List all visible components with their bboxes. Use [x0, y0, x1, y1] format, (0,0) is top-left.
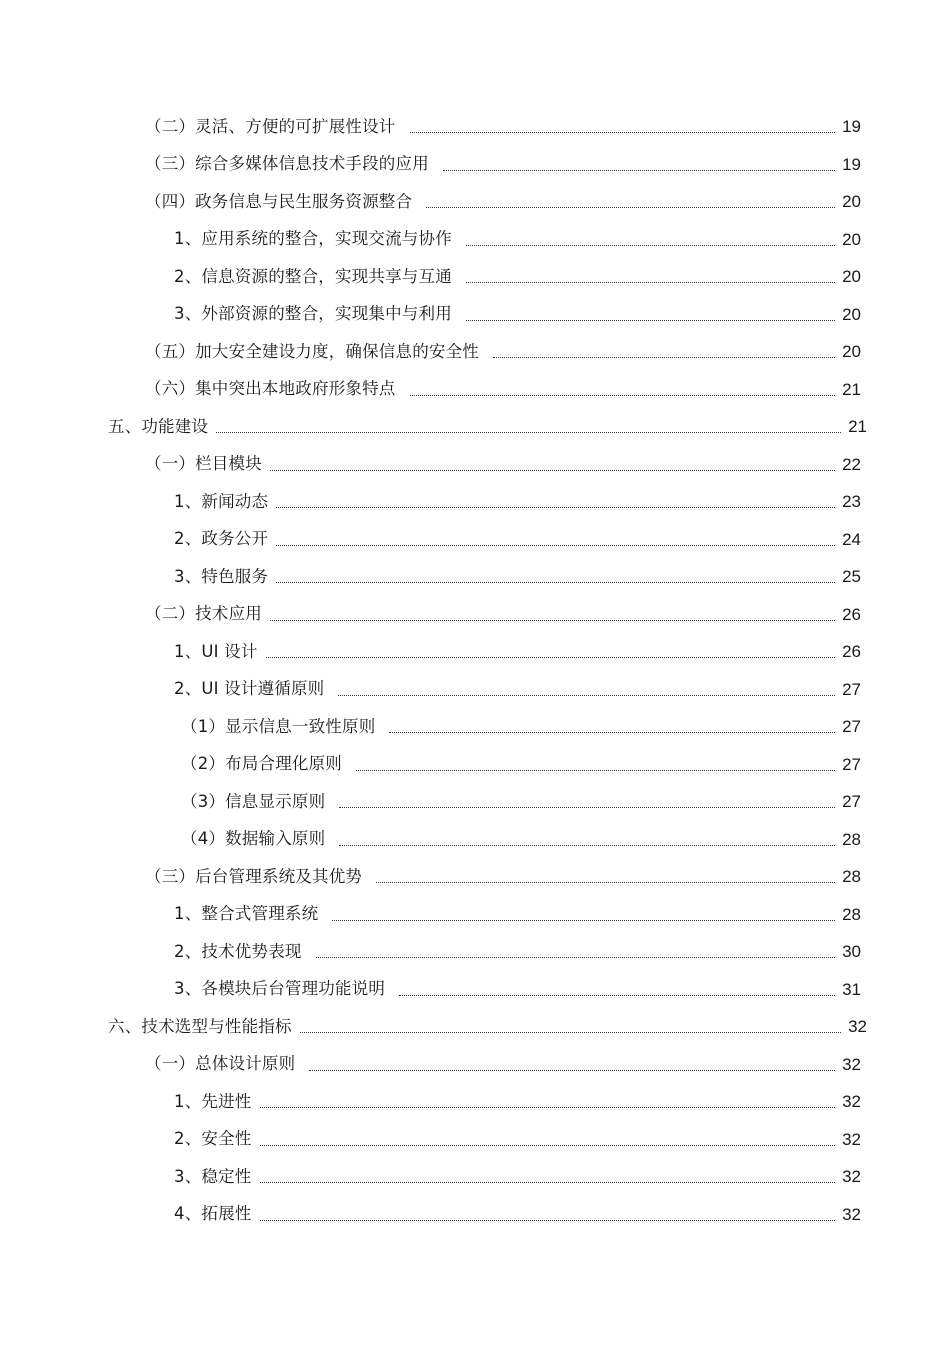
dot-leader	[332, 920, 835, 921]
toc-entry-page: 21	[848, 417, 867, 437]
dot-leader	[410, 395, 836, 396]
toc-entry-title: （2）布局合理化原则	[181, 754, 342, 773]
toc-entry-page: 20	[842, 192, 861, 212]
dot-leader	[443, 170, 835, 171]
toc-entry-title: （二）技术应用	[145, 604, 262, 623]
toc-entry-title: 3、特色服务	[174, 566, 269, 586]
toc-entry[interactable]	[0, 371, 950, 409]
dot-leader	[466, 282, 835, 283]
toc-entry[interactable]	[0, 558, 950, 596]
toc-entry-title: 1、新闻动态	[174, 491, 269, 511]
dot-leader	[260, 1220, 836, 1221]
dot-leader	[339, 845, 835, 846]
toc-entry[interactable]	[0, 858, 950, 896]
toc-entry-title: 4、拓展性	[174, 1204, 252, 1223]
dot-leader	[339, 807, 835, 808]
toc-entry[interactable]	[0, 1008, 950, 1046]
toc-entry-title: （3）信息显示原则	[181, 791, 326, 811]
toc-entry-page: 32	[842, 1092, 861, 1112]
toc-entry[interactable]	[0, 708, 950, 746]
toc-entry-page: 19	[842, 117, 861, 137]
toc-entry-title: 1、应用系统的整合，实现交流与协作	[174, 229, 452, 248]
toc-entry[interactable]	[0, 521, 950, 559]
toc-entry-title: （二）灵活、方便的可扩展性设计	[145, 116, 396, 136]
toc-entry[interactable]	[0, 408, 950, 446]
toc-entry-title: 2、政务公开	[174, 529, 269, 548]
toc-entry-page: 24	[842, 529, 861, 549]
toc-entry[interactable]	[0, 258, 950, 296]
toc-entry-title: （五）加大安全建设力度，确保信息的安全性	[145, 341, 479, 361]
dot-leader	[338, 695, 835, 696]
toc-entry[interactable]	[0, 1121, 950, 1159]
toc-entry-page: 27	[842, 679, 861, 699]
toc-entry-title: （1）显示信息一致性原则	[181, 716, 376, 736]
toc-entry-page: 26	[842, 642, 861, 662]
dot-leader	[276, 507, 835, 508]
dot-leader	[466, 320, 835, 321]
toc-entry-page: 28	[842, 829, 861, 849]
toc-entry-title: 3、外部资源的整合，实现集中与利用	[174, 304, 452, 323]
toc-entry[interactable]	[0, 633, 950, 671]
toc-entry-title: 五、功能建设	[108, 416, 209, 436]
dot-leader	[493, 357, 835, 358]
toc-entry-page: 27	[842, 754, 861, 774]
toc-entry[interactable]	[0, 1196, 950, 1234]
toc-entry[interactable]	[0, 446, 950, 484]
table-of-contents	[0, 108, 950, 1233]
toc-entry-page: 21	[842, 379, 861, 399]
toc-entry-title: 3、各模块后台管理功能说明	[174, 979, 386, 998]
dot-leader	[266, 657, 835, 658]
toc-entry[interactable]	[0, 183, 950, 221]
dot-leader	[466, 245, 835, 246]
toc-entry-title: 3、稳定性	[174, 1166, 252, 1186]
toc-entry[interactable]	[0, 783, 950, 821]
toc-entry[interactable]	[0, 146, 950, 184]
toc-entry[interactable]	[0, 1158, 950, 1196]
toc-entry[interactable]	[0, 746, 950, 784]
toc-entry-title: （一）总体设计原则	[145, 1054, 296, 1073]
toc-entry[interactable]	[0, 108, 950, 146]
dot-leader	[426, 207, 835, 208]
toc-entry-title: 2、信息资源的整合，实现共享与互通	[174, 266, 452, 286]
dot-leader	[216, 432, 841, 433]
toc-entry-title: （四）政务信息与民生服务资源整合	[145, 191, 413, 211]
toc-entry-page: 20	[842, 304, 861, 324]
toc-entry-title: （4）数据输入原则	[181, 829, 326, 848]
dot-leader	[410, 132, 836, 133]
toc-entry-title: 1、整合式管理系统	[174, 904, 319, 923]
toc-entry[interactable]	[0, 896, 950, 934]
dot-leader	[260, 1107, 836, 1108]
dot-leader	[260, 1145, 836, 1146]
dot-leader	[276, 545, 835, 546]
dot-leader	[316, 957, 835, 958]
toc-entry-title: （三）后台管理系统及其优势	[145, 866, 363, 886]
toc-entry-page: 28	[842, 904, 861, 924]
dot-leader	[270, 470, 835, 471]
toc-entry-title: 六、技术选型与性能指标	[108, 1016, 292, 1036]
toc-entry[interactable]	[0, 1083, 950, 1121]
toc-entry[interactable]	[0, 933, 950, 971]
toc-entry-page: 20	[842, 342, 861, 362]
toc-entry-page: 27	[842, 792, 861, 812]
toc-entry-title: 1、先进性	[174, 1091, 252, 1111]
toc-entry[interactable]	[0, 821, 950, 859]
toc-entry-page: 20	[842, 229, 861, 249]
toc-entry-page: 20	[842, 267, 861, 287]
toc-entry-page: 23	[842, 492, 861, 512]
toc-entry-page: 26	[842, 604, 861, 624]
toc-entry[interactable]	[0, 1046, 950, 1084]
toc-entry-title: 1、UI 设计	[174, 641, 258, 661]
toc-entry[interactable]	[0, 296, 950, 334]
dot-leader	[309, 1070, 835, 1071]
toc-entry-title: 2、UI 设计遵循原则	[174, 679, 325, 698]
toc-entry-page: 32	[842, 1167, 861, 1187]
dot-leader	[389, 732, 835, 733]
dot-leader	[356, 770, 835, 771]
dot-leader	[376, 882, 835, 883]
toc-entry-title: 2、安全性	[174, 1129, 252, 1148]
toc-entry-page: 30	[842, 942, 861, 962]
toc-entry-title: （六）集中突出本地政府形象特点	[145, 379, 396, 398]
dot-leader	[399, 995, 835, 996]
toc-entry[interactable]	[0, 596, 950, 634]
toc-entry-page: 32	[842, 1204, 861, 1224]
toc-entry-page: 27	[842, 717, 861, 737]
toc-entry[interactable]	[0, 221, 950, 259]
toc-entry-page: 22	[842, 454, 861, 474]
dot-leader	[300, 1032, 841, 1033]
toc-entry[interactable]	[0, 671, 950, 709]
dot-leader	[260, 1182, 836, 1183]
toc-entry-page: 32	[842, 1129, 861, 1149]
toc-entry-page: 28	[842, 867, 861, 887]
toc-entry[interactable]	[0, 333, 950, 371]
toc-entry-page: 32	[848, 1017, 867, 1037]
toc-entry[interactable]	[0, 971, 950, 1009]
toc-entry[interactable]	[0, 483, 950, 521]
toc-entry-page: 32	[842, 1054, 861, 1074]
toc-entry-title: （一）栏目模块	[145, 454, 262, 473]
toc-entry-title: 2、技术优势表现	[174, 941, 302, 961]
dot-leader	[270, 620, 835, 621]
toc-entry-page: 25	[842, 567, 861, 587]
toc-entry-page: 19	[842, 154, 861, 174]
dot-leader	[276, 582, 835, 583]
toc-entry-title: （三）综合多媒体信息技术手段的应用	[145, 154, 429, 173]
toc-entry-page: 31	[842, 979, 861, 999]
